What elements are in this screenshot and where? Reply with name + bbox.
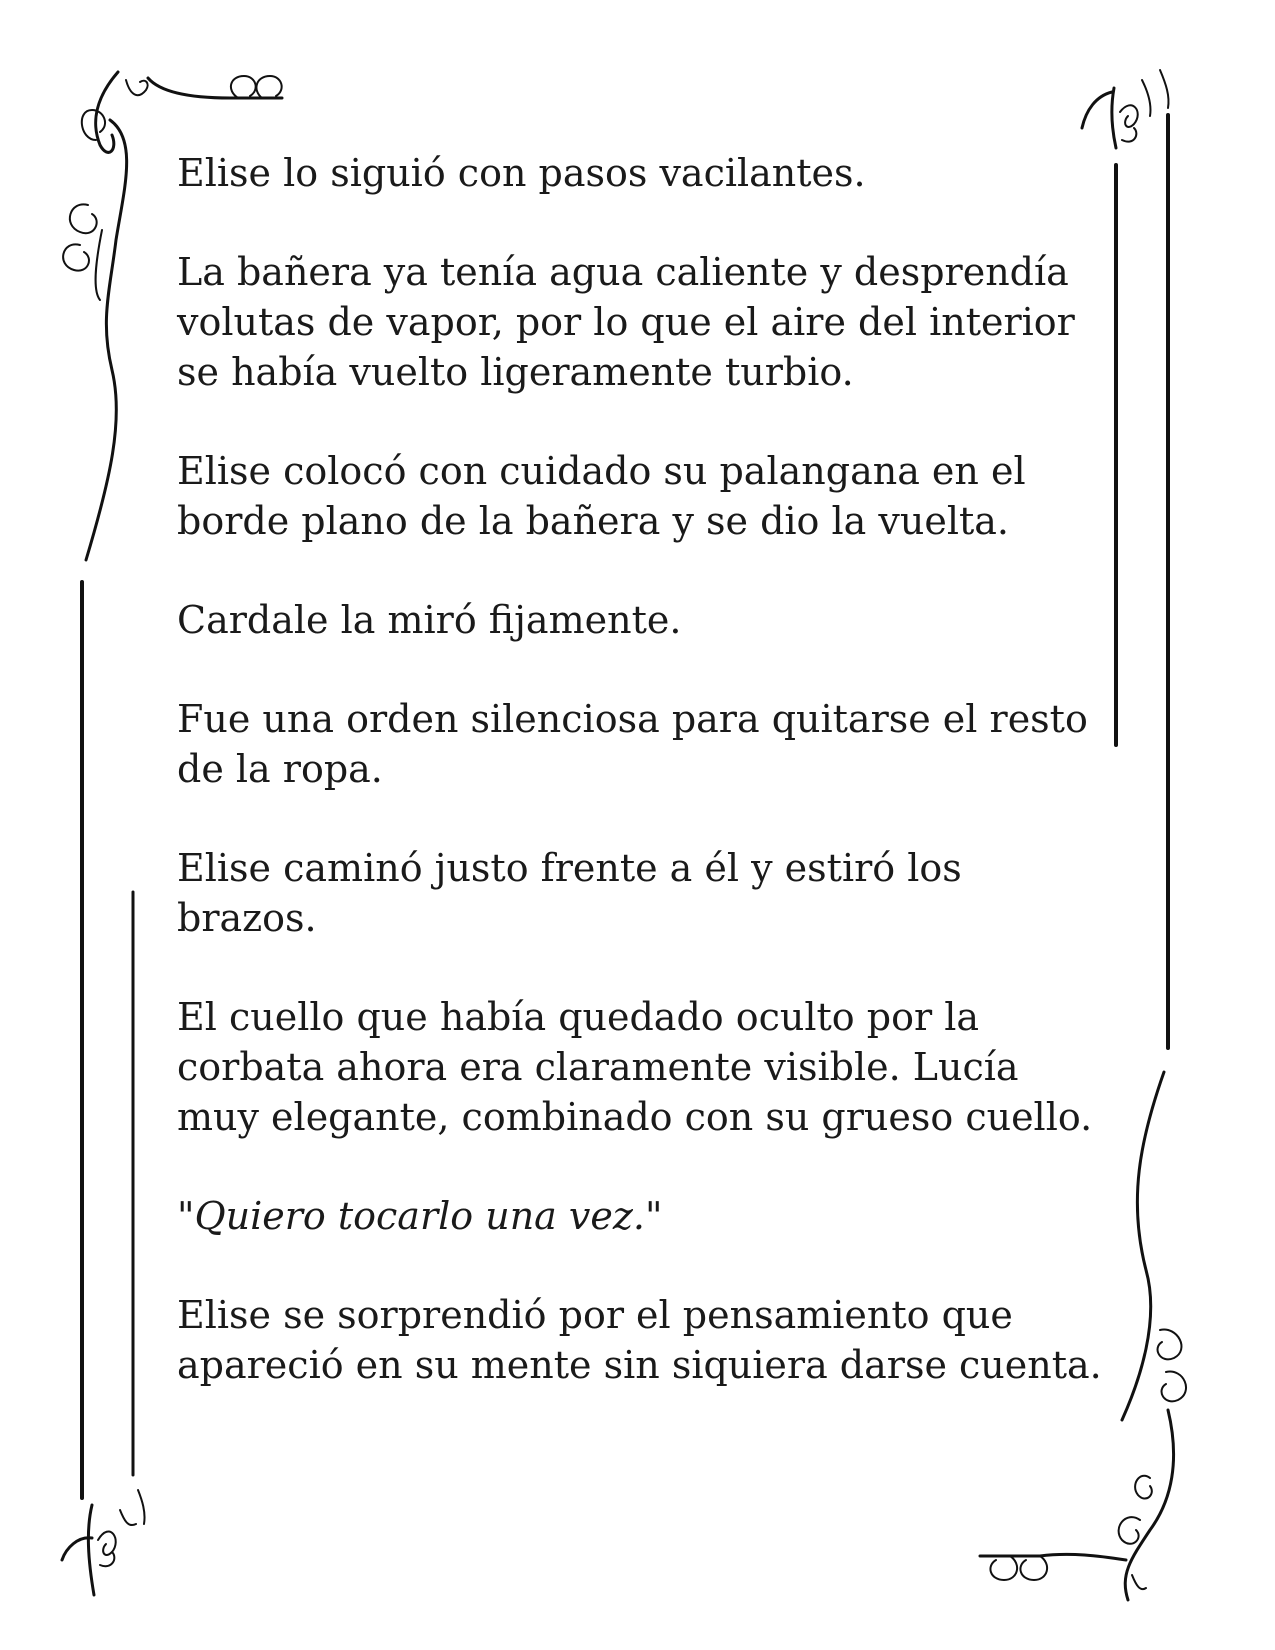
text-line: corbata ahora era claramente visible. Lucía — [177, 1045, 1019, 1089]
text-line: Elise se sorprendió por el pensamiento que — [177, 1293, 1013, 1337]
text-line: volutas de vapor, por lo que el aire del interior — [177, 300, 1075, 344]
text-line: Elise caminó justo frente a él y estiró los — [177, 846, 962, 890]
paragraph — [177, 1290, 1107, 1390]
text-line: Cardale la miró fijamente. — [177, 598, 682, 642]
paragraph — [177, 247, 1107, 397]
text-line: Elise lo siguió con pasos vacilantes. — [177, 151, 866, 195]
text-line: Elise colocó con cuidado su palangana en el — [177, 449, 1026, 493]
text-line: borde plano de la bañera y se dio la vuelta. — [177, 499, 1009, 543]
text-line: Fue una orden silenciosa para quitarse el resto — [177, 697, 1088, 741]
quoted-thought — [177, 1191, 1107, 1241]
text-line: brazos. — [177, 896, 317, 940]
flourish-bottom-left-icon — [62, 1490, 145, 1595]
text-line: de la ropa. — [177, 747, 383, 791]
text-line: "Quiero tocarlo una vez." — [177, 1194, 663, 1238]
paragraph — [177, 595, 1107, 645]
body-text — [177, 148, 1107, 1439]
flourish-top-right-icon — [1082, 70, 1169, 148]
text-line: La bañera ya tenía agua caliente y desprendía — [177, 250, 1069, 294]
text-line: muy elegante, combinado con su grueso cuello. — [177, 1095, 1093, 1139]
paragraph — [177, 148, 1107, 198]
text-line: se había vuelto ligeramente turbio. — [177, 350, 854, 394]
paragraph — [177, 694, 1107, 794]
text-line: apareció en su mente sin siquiera darse cuenta. — [177, 1343, 1102, 1387]
text-line: El cuello que había quedado oculto por la — [177, 995, 980, 1039]
paragraph — [177, 446, 1107, 546]
paragraph — [177, 992, 1107, 1142]
paragraph — [177, 843, 1107, 943]
